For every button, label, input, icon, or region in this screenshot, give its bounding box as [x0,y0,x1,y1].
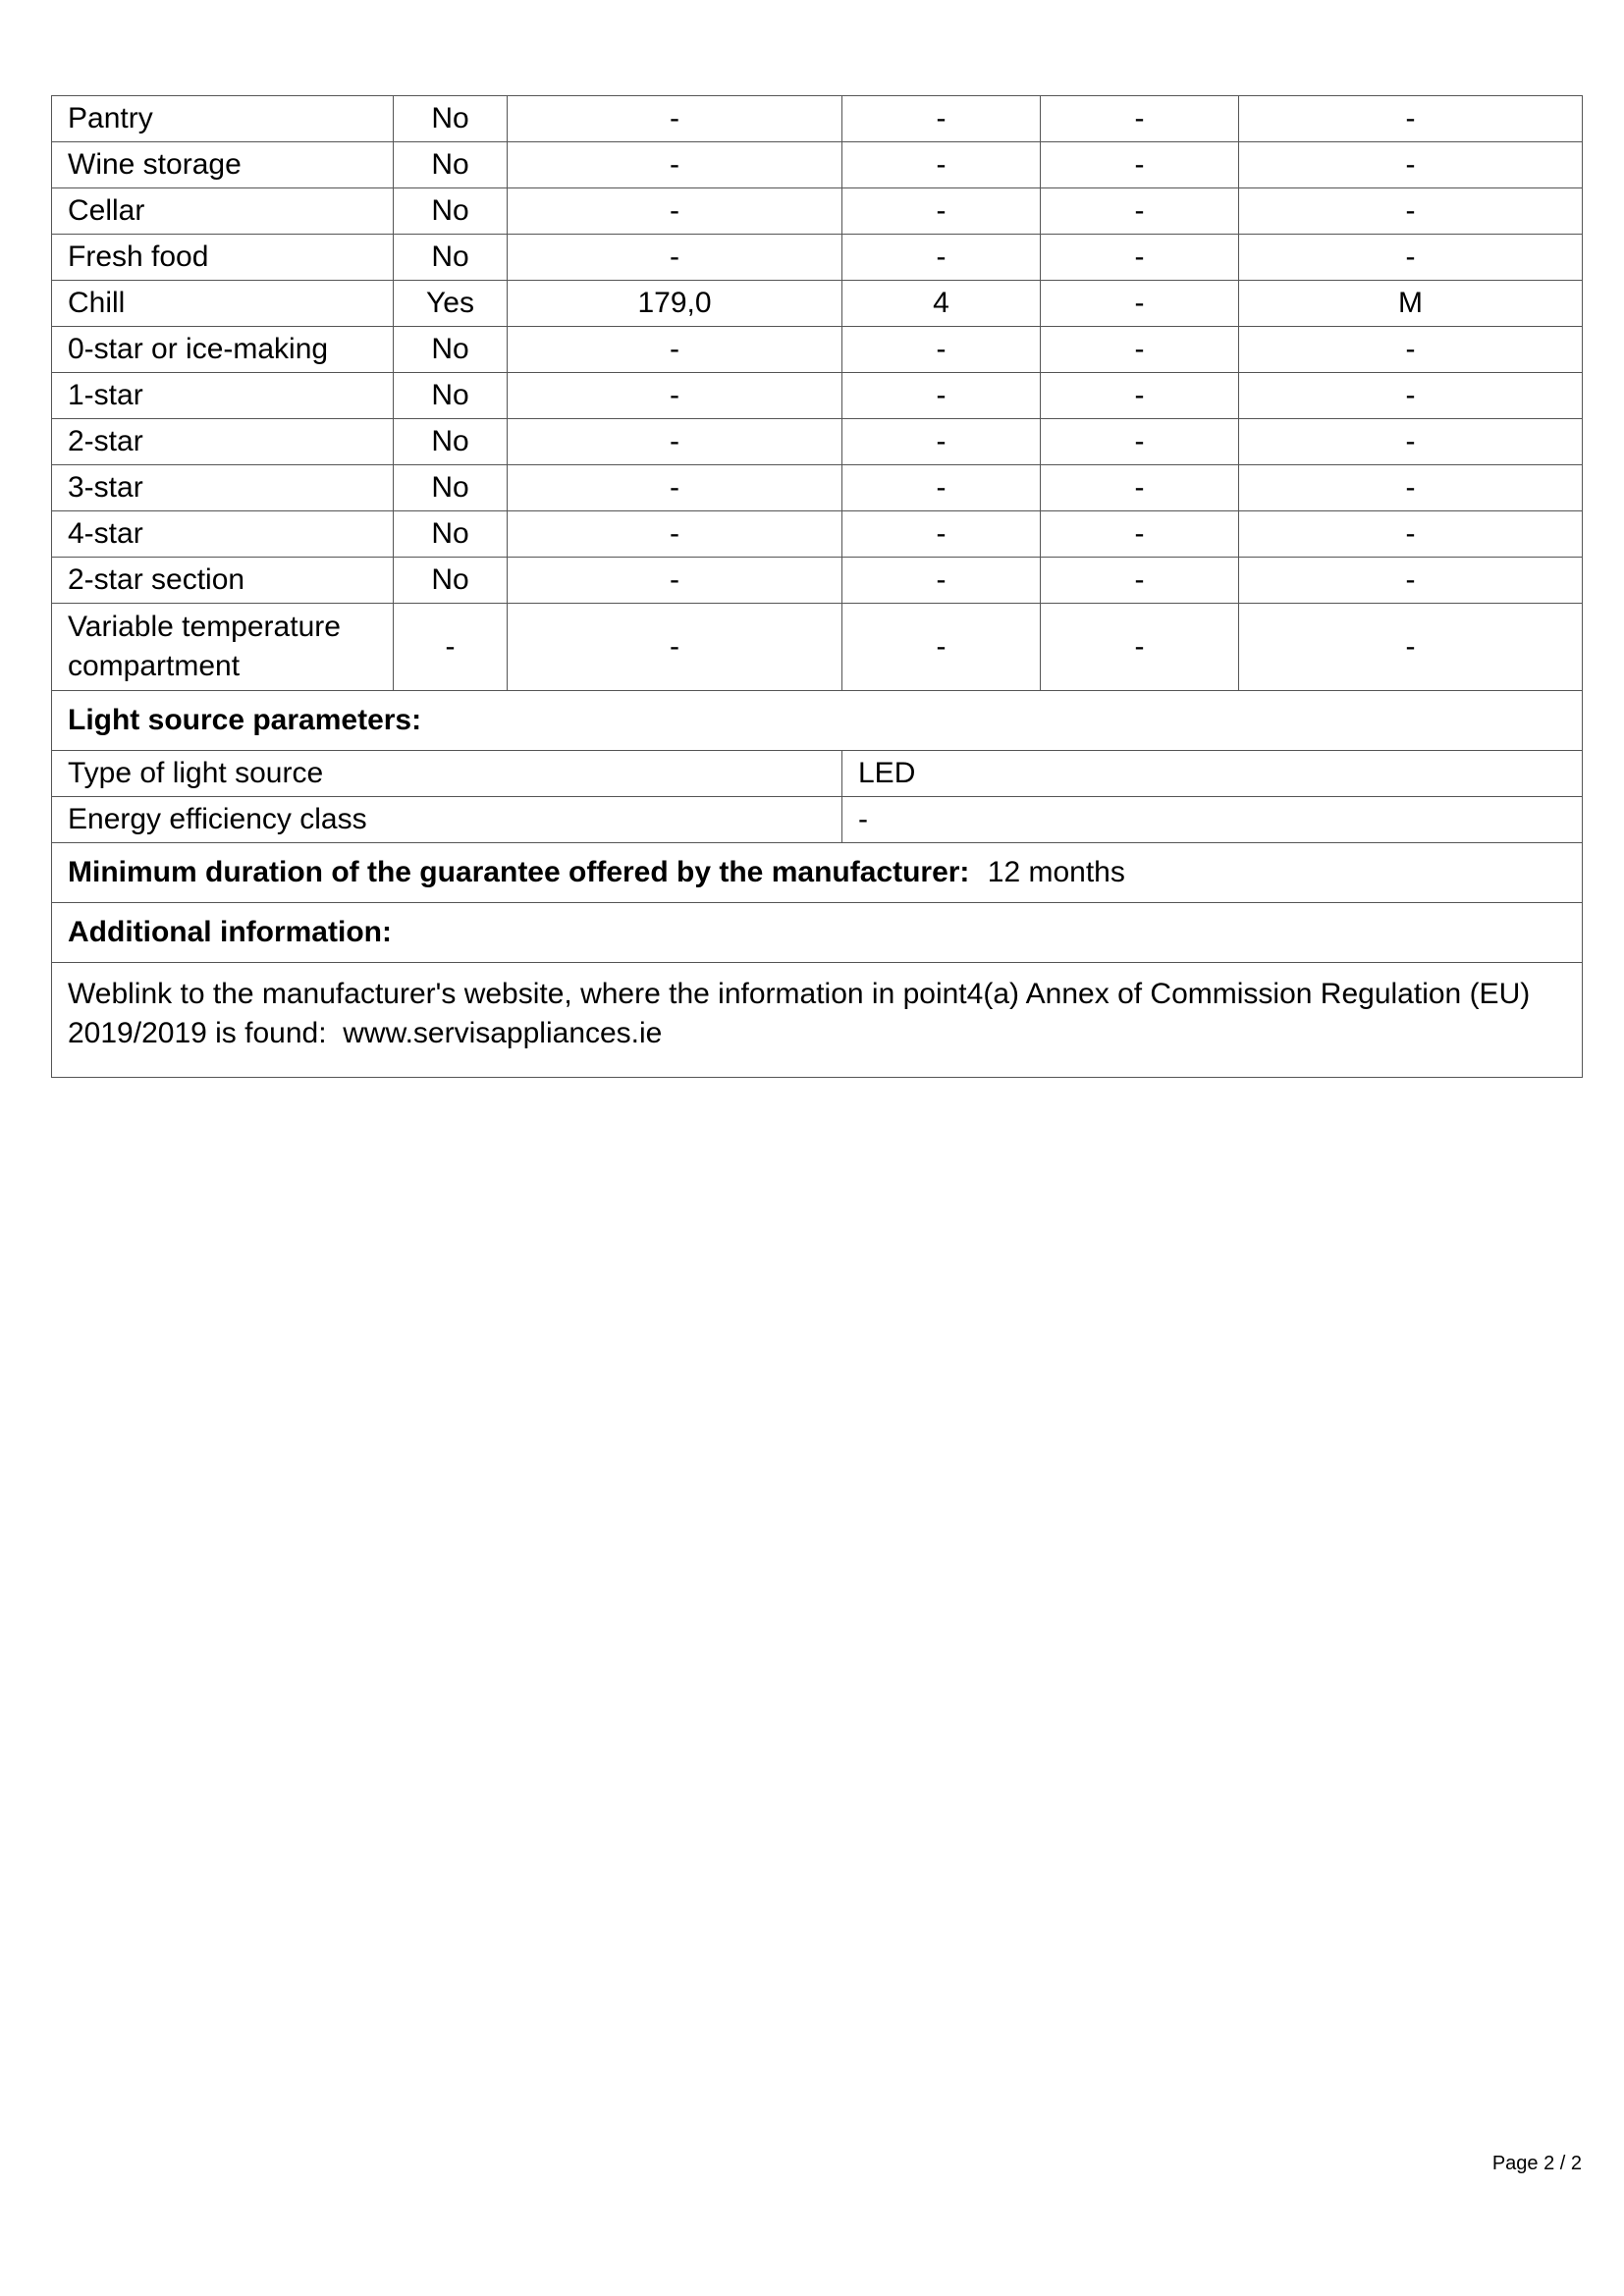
compartment-volume-cell: - [508,188,842,235]
guarantee-row [52,843,1583,903]
compartment-volume-cell: - [508,419,842,465]
compartment-defrost-cell: - [1239,604,1583,691]
compartment-name-cell: 2-star [52,419,394,465]
compartment-present-cell: No [394,327,508,373]
compartment-freeze-cell: - [1041,281,1239,327]
compartment-present-cell: No [394,96,508,142]
compartment-temp-cell: - [842,373,1041,419]
compartment-volume-cell: - [508,604,842,691]
compartment-temp-cell: - [842,327,1041,373]
compartment-volume-cell: - [508,142,842,188]
light-source-type-value: LED [842,751,1583,797]
compartment-freeze-cell: - [1041,235,1239,281]
compartment-freeze-cell: - [1041,558,1239,604]
compartment-present-cell: - [394,604,508,691]
compartment-freeze-cell: - [1041,511,1239,558]
compartment-row [52,419,1583,465]
compartment-defrost-cell: - [1239,96,1583,142]
weblink-row [52,963,1583,1078]
compartment-row [52,604,1583,691]
compartment-temp-cell: - [842,511,1041,558]
compartment-defrost-cell: - [1239,373,1583,419]
product-information-table [51,95,1583,1078]
compartment-name-cell: 1-star [52,373,394,419]
compartment-freeze-cell: - [1041,96,1239,142]
compartment-name-cell: Pantry [52,96,394,142]
compartment-present-cell: No [394,465,508,511]
compartment-defrost-cell: - [1239,327,1583,373]
compartment-temp-cell: - [842,558,1041,604]
compartment-present-cell: No [394,558,508,604]
compartment-temp-cell: - [842,235,1041,281]
compartment-defrost-cell: - [1239,419,1583,465]
compartment-name-cell: Variable temperature compartment [52,604,394,691]
compartment-temp-cell: - [842,465,1041,511]
energy-class-label: Energy efficiency class [52,797,842,843]
compartment-defrost-cell: - [1239,511,1583,558]
compartment-defrost-cell: - [1239,465,1583,511]
guarantee-value: 12 months [987,856,1125,888]
compartment-defrost-cell: - [1239,558,1583,604]
compartment-name-cell: Wine storage [52,142,394,188]
compartment-name-cell: 0-star or ice-making [52,327,394,373]
compartment-row [52,96,1583,142]
compartment-present-cell: Yes [394,281,508,327]
compartment-row [52,327,1583,373]
light-source-heading-row [52,691,1583,751]
weblink-text: Weblink to the manufacturer's website, where the information in point4(a) Annex of Commission Regulation (EU) 2019/2019 is found: [68,978,1531,1049]
light-source-type-label: Type of light source [52,751,842,797]
compartment-present-cell: No [394,511,508,558]
compartment-row [52,511,1583,558]
compartment-temp-cell: - [842,188,1041,235]
compartment-volume-cell: - [508,96,842,142]
guarantee-label: Minimum duration of the guarantee offered by the manufacturer: [68,856,970,888]
compartment-volume-cell: 179,0 [508,281,842,327]
compartment-freeze-cell: - [1041,419,1239,465]
compartment-name-cell: Chill [52,281,394,327]
light-source-heading: Light source parameters: [52,691,1583,751]
compartment-temp-cell: 4 [842,281,1041,327]
compartment-temp-cell: - [842,604,1041,691]
compartment-freeze-cell: - [1041,188,1239,235]
compartment-volume-cell: - [508,511,842,558]
compartment-rows [52,96,1583,691]
compartment-name-cell: Cellar [52,188,394,235]
compartment-present-cell: No [394,419,508,465]
guarantee-cell [52,843,1583,903]
compartment-row [52,558,1583,604]
compartment-defrost-cell: - [1239,142,1583,188]
compartment-defrost-cell: - [1239,188,1583,235]
compartment-row [52,235,1583,281]
compartment-freeze-cell: - [1041,604,1239,691]
additional-info-heading: Additional information: [52,903,1583,963]
compartment-volume-cell: - [508,558,842,604]
compartment-name-cell: 3-star [52,465,394,511]
compartment-freeze-cell: - [1041,142,1239,188]
compartment-row [52,373,1583,419]
compartment-volume-cell: - [508,465,842,511]
compartment-row [52,465,1583,511]
compartment-present-cell: No [394,235,508,281]
page-number: Page 2 / 2 [1491,2153,1582,2174]
weblink-cell [52,963,1583,1078]
energy-class-row [52,797,1583,843]
compartment-freeze-cell: - [1041,465,1239,511]
compartment-temp-cell: - [842,96,1041,142]
compartment-present-cell: No [394,188,508,235]
compartment-volume-cell: - [508,235,842,281]
compartment-name-cell: 4-star [52,511,394,558]
additional-info-heading-row [52,903,1583,963]
light-source-type-row [52,751,1583,797]
compartment-name-cell: Fresh food [52,235,394,281]
energy-class-value: - [842,797,1583,843]
compartment-volume-cell: - [508,327,842,373]
compartment-defrost-cell: - [1239,235,1583,281]
compartment-row [52,188,1583,235]
compartment-row [52,281,1583,327]
compartment-present-cell: No [394,142,508,188]
compartment-freeze-cell: - [1041,373,1239,419]
compartment-freeze-cell: - [1041,327,1239,373]
compartment-temp-cell: - [842,419,1041,465]
compartment-volume-cell: - [508,373,842,419]
compartment-temp-cell: - [842,142,1041,188]
compartment-name-cell: 2-star section [52,558,394,604]
compartment-row [52,142,1583,188]
compartment-defrost-cell: M [1239,281,1583,327]
compartment-present-cell: No [394,373,508,419]
weblink-url[interactable]: www.servisappliances.ie [343,1017,663,1049]
